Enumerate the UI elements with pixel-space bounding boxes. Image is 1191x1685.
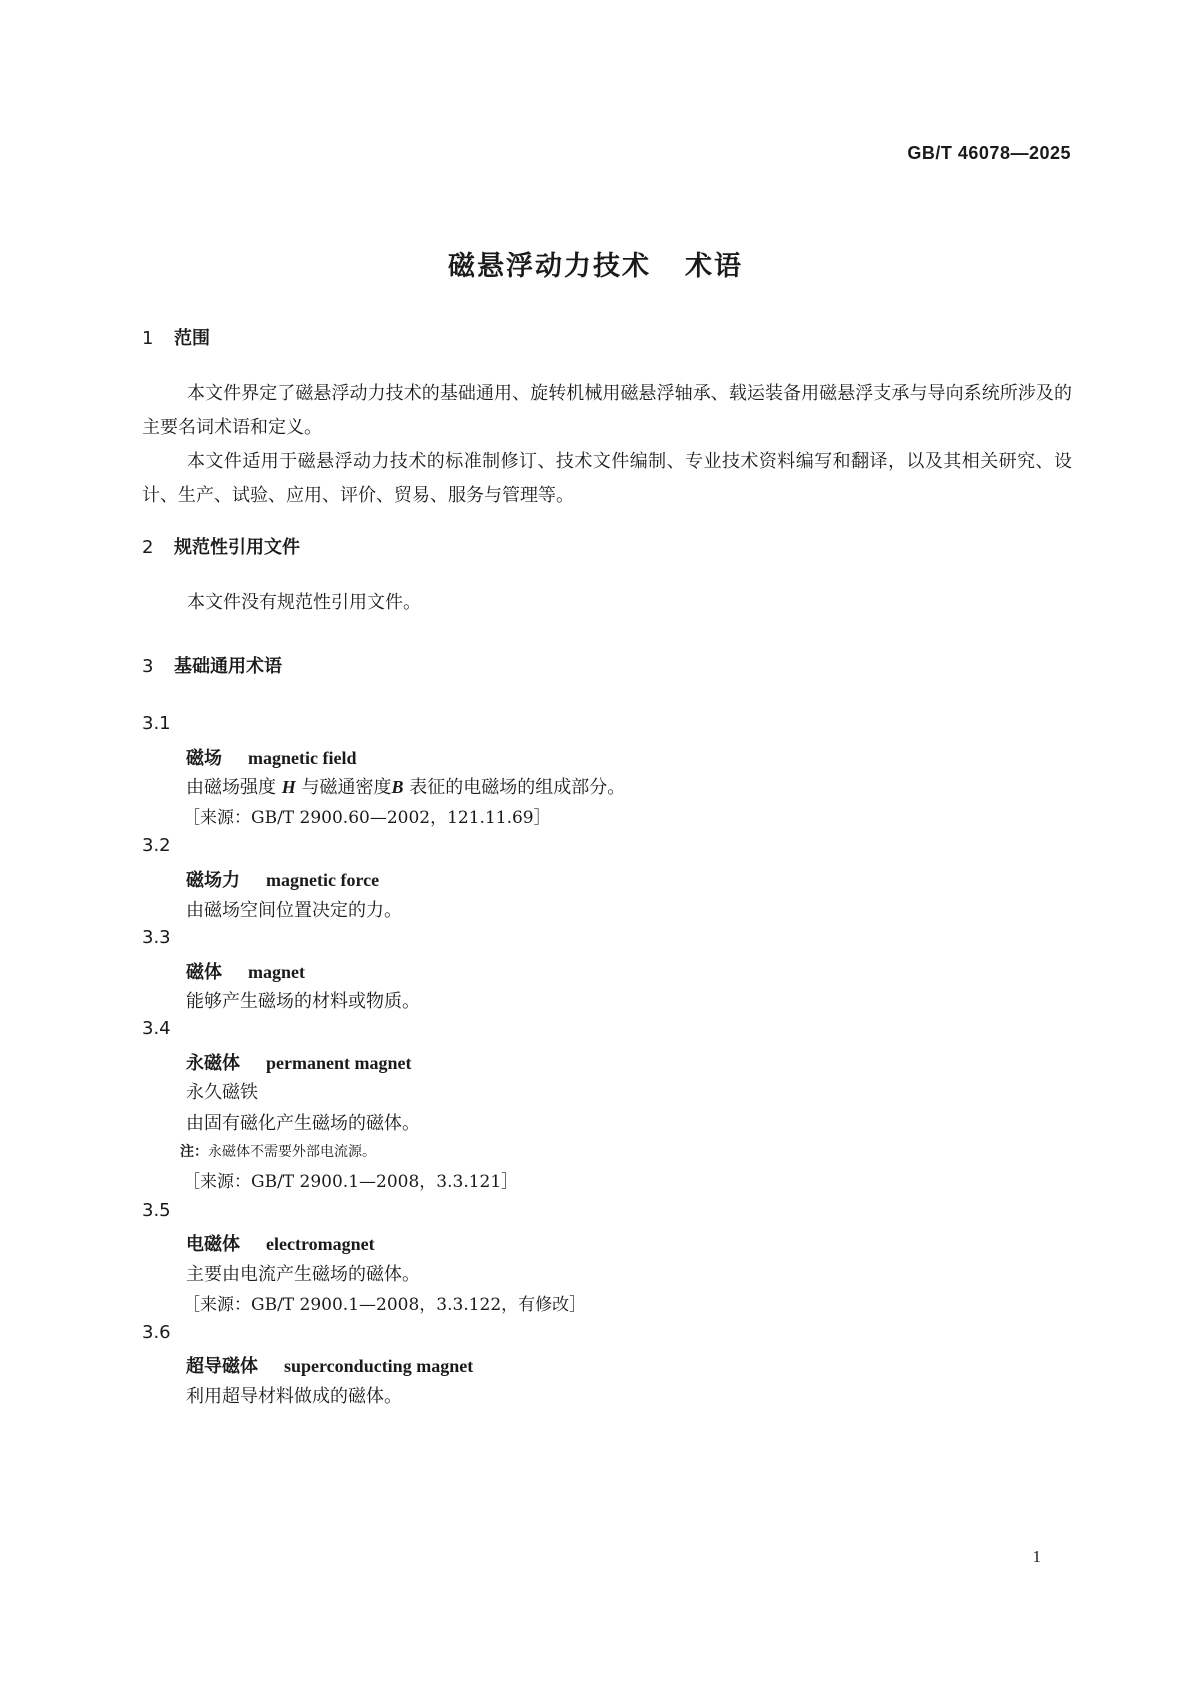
paragraph: 本文件适用于磁悬浮动力技术的标准制修订、技术文件编制、专业技术资料编写和翻译，以及其相关研究、设计、生产、试验、应用、评价、贸易、服务与管理等。 [142,451,1072,506]
term-en: permanent magnet [266,1053,412,1073]
term-definition: 由磁场空间位置决定的力。 [186,900,402,921]
symbol-b: B [391,777,404,797]
term-en: superconducting magnet [284,1356,474,1376]
term-heading [186,744,356,770]
title-part1: 磁悬浮动力技术 [448,251,651,282]
term-definition: 由固有磁化产生磁场的磁体。 [186,1113,420,1134]
symbol-h: H [281,777,296,797]
note-label: 注： [180,1144,208,1160]
title-part2: 术语 [685,251,743,282]
term-number: 3.6 [142,1322,171,1343]
term-source: ［来源：GB/T 2900.1—2008，3.3.122，有修改］ [183,1295,587,1315]
page-number: 1 [1032,1547,1041,1566]
standard-number: GB/T 46078—2025 [907,143,1071,163]
paragraph: 本文件没有规范性引用文件。 [187,592,421,613]
term-zh: 磁场 [186,748,222,769]
term-definition [186,773,625,799]
term-en: magnetic force [266,870,380,890]
term-definition: 能够产生磁场的材料或物质。 [186,991,420,1012]
definition-text: 与磁通密度 [295,777,392,798]
term-heading [186,1352,473,1378]
section-title: 基础通用术语 [174,656,282,677]
term-en: magnetic field [248,748,357,768]
section-heading-2 [142,533,300,559]
term-definition: 主要由电流产生磁场的磁体。 [186,1264,420,1285]
term-zh: 磁场力 [186,870,240,891]
term-heading [186,958,305,984]
section-number: 3 [142,656,154,677]
paragraph: 本文件界定了磁悬浮动力技术的基础通用、旋转机械用磁悬浮轴承、载运装备用磁悬浮支承与导向系统所涉及的主要名词术语和定义。 [142,383,1072,438]
definition-text: 表征的电磁场的组成部分。 [403,777,626,798]
term-zh: 超导磁体 [186,1356,258,1377]
term-number: 3.1 [142,713,171,734]
term-zh: 永磁体 [186,1053,240,1074]
term-number: 3.3 [142,927,171,948]
term-synonym: 永久磁铁 [186,1082,258,1103]
section-1-body [142,377,1072,513]
term-definition: 利用超导材料做成的磁体。 [186,1386,402,1407]
term-note [180,1141,376,1161]
term-number: 3.5 [142,1200,171,1221]
document-title [0,244,1191,283]
section-number: 1 [142,328,154,349]
term-heading [186,866,379,892]
term-source: ［来源：GB/T 2900.60—2002，121.11.69］ [183,808,551,828]
term-number: 3.2 [142,835,171,856]
term-number: 3.4 [142,1018,171,1039]
section-heading-1 [142,324,210,350]
term-heading [186,1049,411,1075]
term-zh: 电磁体 [186,1234,240,1255]
term-source: ［来源：GB/T 2900.1—2008，3.3.121］ [183,1172,519,1192]
term-en: electromagnet [266,1234,375,1254]
term-heading [186,1230,375,1256]
note-text: 永磁体不需要外部电流源。 [208,1144,376,1160]
section-title: 范围 [174,328,210,349]
definition-text: 由磁场强度 [186,777,282,798]
section-number: 2 [142,537,154,558]
term-zh: 磁体 [186,962,222,983]
section-2-body [142,586,1072,620]
section-heading-3 [142,652,282,678]
term-en: magnet [248,962,305,982]
section-title: 规范性引用文件 [174,537,300,558]
